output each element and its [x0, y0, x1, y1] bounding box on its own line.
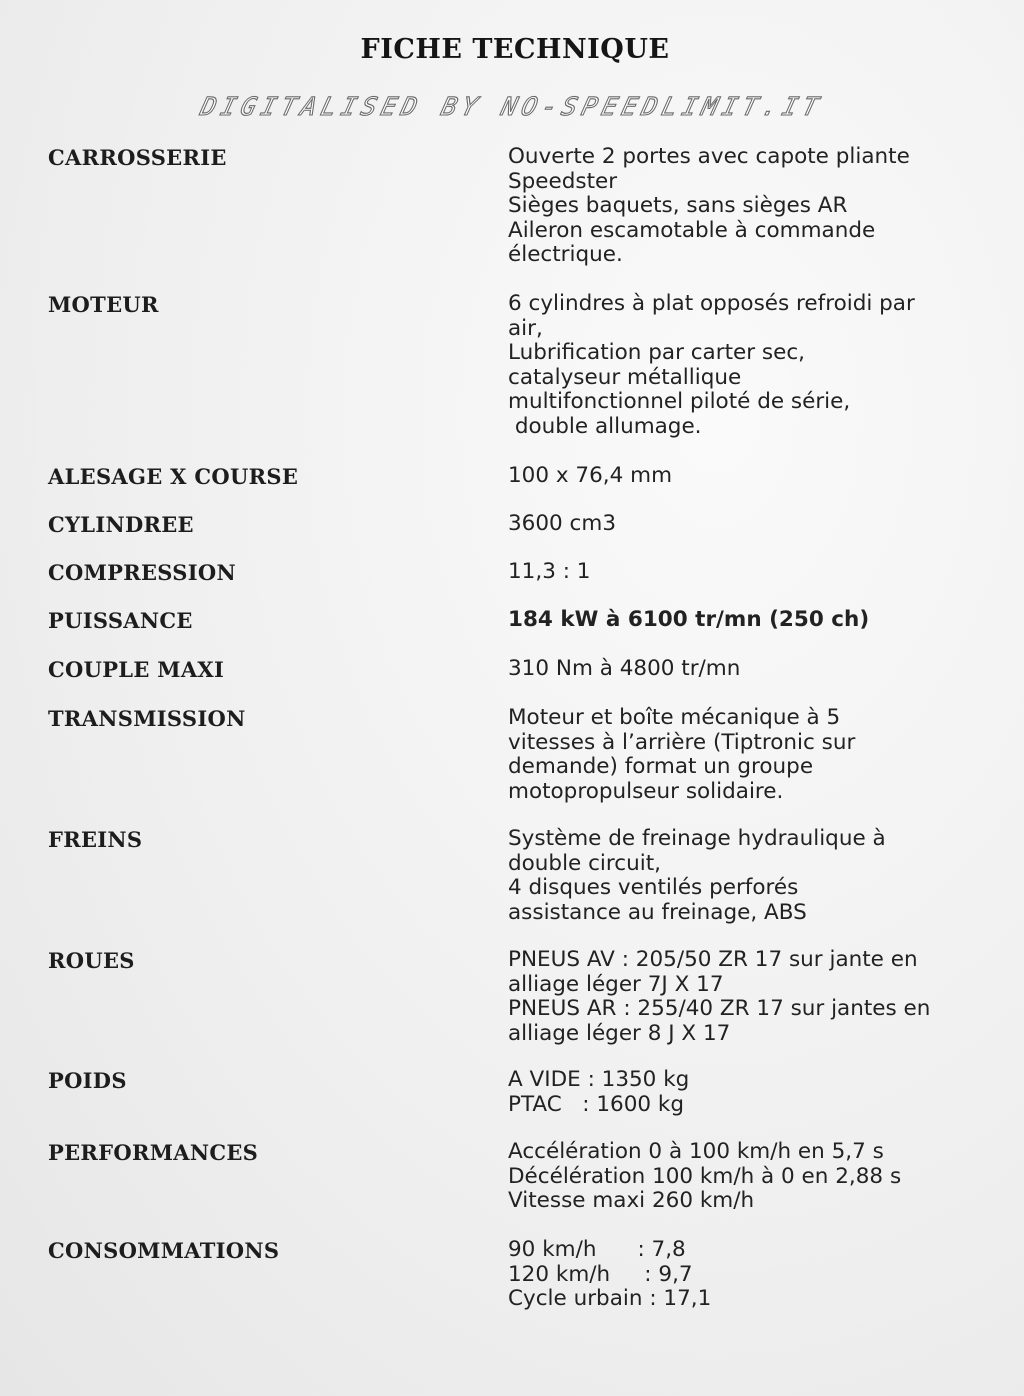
spec-label: CYLINDREE [48, 512, 194, 537]
spec-value-line: électrique. [508, 242, 623, 268]
spec-value-line: PTAC : 1600 kg [508, 1091, 684, 1117]
spec-label: COUPLE MAXI [48, 657, 225, 682]
spec-label: FREINS [48, 827, 143, 852]
spec-value-line: PNEUS AV : 205/50 ZR 17 sur jante en [508, 947, 918, 972]
spec-value-line: Décélération 100 km/h à 0 en 2,88 s [508, 1163, 902, 1189]
spec-value-line: catalyseur métallique [508, 364, 742, 390]
spec-value-line: 3600 cm3 [508, 511, 616, 536]
spec-value-line: Vitesse maxi 260 km/h [508, 1188, 755, 1214]
spec-value-line: assistance au freinage, ABS [508, 899, 807, 925]
spec-value-line: Speedster [508, 168, 618, 194]
spec-label: MOTEUR [48, 292, 159, 317]
spec-value-line: Ouverte 2 portes avec capote pliante [508, 144, 910, 169]
spec-value-line: double allumage. [508, 413, 702, 439]
spec-value [508, 657, 1008, 682]
spec-value [508, 1068, 1008, 1117]
spec-value-line: 11,3 : 1 [508, 559, 591, 584]
spec-label: PERFORMANCES [48, 1140, 259, 1165]
spec-value-line: 4 disques ventilés perforés [508, 875, 799, 901]
spec-value [508, 560, 1008, 585]
spec-label: CONSOMMATIONS [48, 1238, 280, 1263]
spec-value-line: 6 cylindres à plat opposés refroidi par [508, 291, 915, 316]
spec-value-line: demande) format un groupe [508, 754, 814, 780]
spec-value-line: Lubrification par carter sec, [508, 340, 805, 366]
spec-value-line: A VIDE : 1350 kg [508, 1067, 690, 1092]
spec-label: POIDS [48, 1068, 127, 1093]
spec-value-line: alliage léger 8 J X 17 [508, 1020, 731, 1046]
spec-label: ALESAGE X COURSE [48, 464, 299, 489]
spec-value-line: multifonctionnel piloté de série, [508, 389, 851, 415]
spec-value [508, 292, 1008, 440]
watermark-text: DIGITALISED BY NO-SPEEDLIMIT.IT [197, 92, 827, 121]
spec-value-line: Accélération 0 à 100 km/h en 5,7 s [508, 1139, 884, 1164]
spec-value-line: Système de freinage hydraulique à [508, 826, 886, 851]
spec-value-line: 184 kW à 6100 tr/mn (250 ch) [508, 607, 870, 632]
spec-value [508, 706, 1008, 804]
spec-label: ROUES [48, 948, 135, 973]
spec-value [508, 1238, 1008, 1312]
spec-value-line: 90 km/h : 7,8 [508, 1237, 686, 1262]
spec-value-line: motopropulseur solidaire. [508, 778, 784, 804]
spec-value-line: Sièges baquets, sans sièges AR [508, 193, 848, 219]
spec-label: PUISSANCE [48, 608, 193, 633]
spec-value-line: double circuit, [508, 850, 661, 876]
spec-value-line: PNEUS AR : 255/40 ZR 17 sur jantes en [508, 996, 931, 1022]
spec-value [508, 464, 1008, 489]
spec-value [508, 608, 1008, 633]
spec-value-line: Aileron escamotable à commande [508, 217, 876, 243]
spec-label: COMPRESSION [48, 560, 236, 585]
spec-value-line: 100 x 76,4 mm [508, 463, 673, 488]
spec-value-line: 310 Nm à 4800 tr/mn [508, 656, 741, 681]
spec-value [508, 145, 1008, 268]
spec-value [508, 512, 1008, 537]
spec-value [508, 827, 1008, 925]
spec-value-line: 120 km/h : 9,7 [508, 1261, 693, 1287]
spec-value-line: air, [508, 315, 543, 341]
page-title: FICHE TECHNIQUE [360, 34, 670, 65]
spec-value [508, 1140, 1008, 1214]
spec-value-line: Moteur et boîte mécanique à 5 [508, 705, 841, 730]
spec-label: TRANSMISSION [48, 706, 246, 731]
spec-label: CARROSSERIE [48, 145, 227, 170]
spec-value [508, 948, 1008, 1046]
spec-value-line: Cycle urbain : 17,1 [508, 1286, 712, 1312]
spec-value-line: alliage léger 7J X 17 [508, 971, 724, 997]
spec-value-line: vitesses à l’arrière (Tiptronic sur [508, 729, 856, 755]
